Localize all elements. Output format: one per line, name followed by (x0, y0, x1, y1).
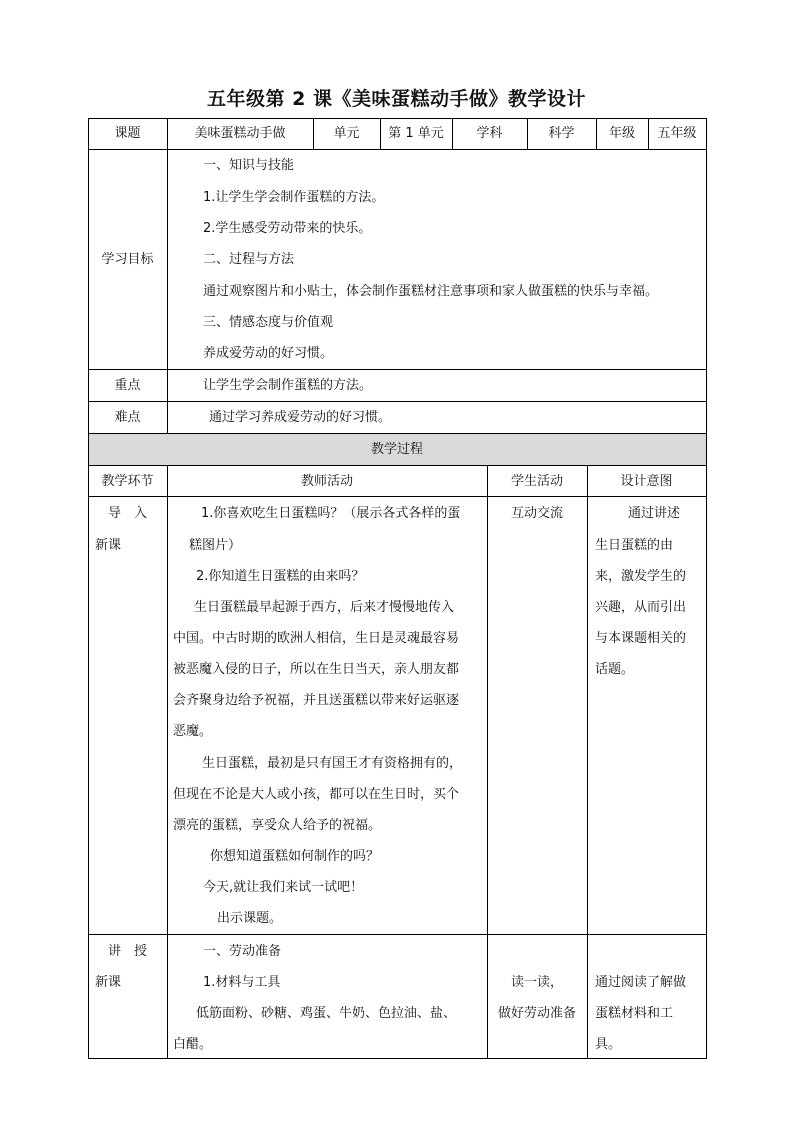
intro-teacher-line: 出示课题。 (217, 911, 283, 926)
row-line (88, 465, 707, 466)
intro-teacher-line: 生日蛋糕，最初是只有国王才有资格拥有的， (202, 756, 463, 771)
difficulty-value: 通过学习养成爱劳动的好习惯。 (209, 410, 392, 425)
teach-teacher-line: 一、劳动准备 (203, 944, 282, 959)
column-header-stage: 教学环节 (101, 474, 154, 489)
intro-teacher-line: 被恶魔入侵的日子，所以在生日当天，亲人朋友都 (173, 662, 460, 677)
intro-teacher-line: 但现在不论是大人或小孩，都可以在生日时，买个 (173, 787, 460, 802)
unit-value: 第 1 单元 (388, 126, 444, 141)
intro-intent-line: 与本课题相关的 (595, 631, 687, 646)
objective-line: 养成爱劳动的好习惯。 (203, 346, 334, 361)
teach-teacher-line: 1.材料与工具 (203, 975, 281, 990)
difficulty-label: 难点 (114, 410, 141, 425)
key-point-value: 让学生学会制作蛋糕的方法。 (203, 378, 373, 393)
intro-teacher-line: 中国。中古时期的欧洲人相信，生日是灵魂最容易 (173, 631, 460, 646)
key-point-label: 重点 (114, 378, 141, 393)
intro-teacher-line: 生日蛋糕最早起源于西方，后来才慢慢地传入 (194, 600, 455, 615)
column-header-intent: 设计意图 (620, 474, 673, 489)
col-line (587, 465, 588, 1059)
lesson-value: 美味蛋糕动手做 (194, 126, 286, 141)
intro-teacher-line: 2.你知道生日蛋糕的由来吗？ (196, 569, 365, 584)
intro-stage-label-2: 新课 (95, 538, 122, 553)
subject-value: 科学 (548, 126, 575, 141)
col-line (487, 465, 488, 1059)
col-line (167, 465, 168, 1059)
unit-label: 单元 (333, 126, 360, 141)
grade-label: 年级 (608, 126, 635, 141)
row-line (88, 149, 707, 150)
teach-student-line: 做好劳动准备 (497, 1006, 576, 1021)
teach-student-line: 读一读， (510, 975, 563, 990)
objective-line: 1.让学生学会制作蛋糕的方法。 (203, 190, 385, 205)
column-header-teacher: 教师活动 (300, 474, 353, 489)
process-title: 教学过程 (370, 442, 423, 457)
column-header-student: 学生活动 (510, 474, 563, 489)
intro-intent-line: 来，激发学生的 (595, 569, 687, 584)
intro-intent-line: 话题。 (595, 662, 635, 677)
table-border-right (706, 118, 707, 1059)
intro-teacher-line: 1.你喜欢吃生日蛋糕吗？（展示各式各样的蛋 (201, 506, 461, 521)
row-line (88, 433, 707, 434)
intro-intent-line: 通过讲述 (628, 506, 681, 521)
intro-teacher-line: 你想知道蛋糕如何制作的吗？ (210, 849, 380, 864)
objective-line: 二、过程与方法 (203, 252, 295, 267)
intro-student-activity: 互动交流 (510, 506, 563, 521)
row-line (88, 369, 707, 370)
teach-intent-line: 具。 (595, 1037, 622, 1052)
row-line (88, 401, 707, 402)
intro-intent-line: 兴趣，从而引出 (595, 600, 687, 615)
intro-teacher-line: 糕图片） (189, 538, 242, 553)
row-line (88, 496, 707, 497)
teach-stage-label-2: 新课 (95, 975, 122, 990)
intro-teacher-line: 漂亮的蛋糕，享受众人给予的祝福。 (173, 818, 382, 833)
objective-line: 通过观察图片和小贴士，体会制作蛋糕材注意事项和家人做蛋糕的快乐与幸福。 (203, 284, 659, 299)
table-border-top (88, 118, 707, 119)
objectives-label: 学习目标 (101, 252, 154, 267)
grade-value: 五年级 (657, 126, 697, 141)
col-line (167, 118, 168, 434)
subject-label: 学科 (476, 126, 503, 141)
row-line (88, 934, 707, 935)
intro-stage-label: 导 入 (107, 506, 147, 521)
teach-teacher-line: 低筋面粉、砂糖、鸡蛋、牛奶、色拉油、盐、 (196, 1006, 457, 1021)
teach-stage-label: 讲 授 (107, 944, 147, 959)
intro-teacher-line: 今天,就让我们来试一试吧！ (203, 880, 364, 895)
intro-teacher-line: 恶魔。 (173, 724, 213, 739)
objective-line: 2.学生感受劳动带来的快乐。 (203, 221, 372, 236)
intro-intent-line: 生日蛋糕的由 (595, 538, 674, 553)
teach-teacher-line: 白醋。 (173, 1037, 213, 1052)
teach-intent-line: 通过阅读了解做 (595, 975, 687, 990)
objective-line: 一、知识与技能 (203, 158, 295, 173)
intro-teacher-line: 会齐聚身边给予祝福，并且送蛋糕以带来好运驱逐 (173, 693, 460, 708)
lesson-label: 课题 (114, 126, 141, 141)
objective-line: 三、情感态度与价值观 (203, 315, 334, 330)
table-border-bottom (88, 1058, 707, 1059)
teach-intent-line: 蛋糕材料和工 (595, 1006, 674, 1021)
document-title: 五年级第 2 课《美味蛋糕动手做》教学设计 (207, 88, 586, 110)
